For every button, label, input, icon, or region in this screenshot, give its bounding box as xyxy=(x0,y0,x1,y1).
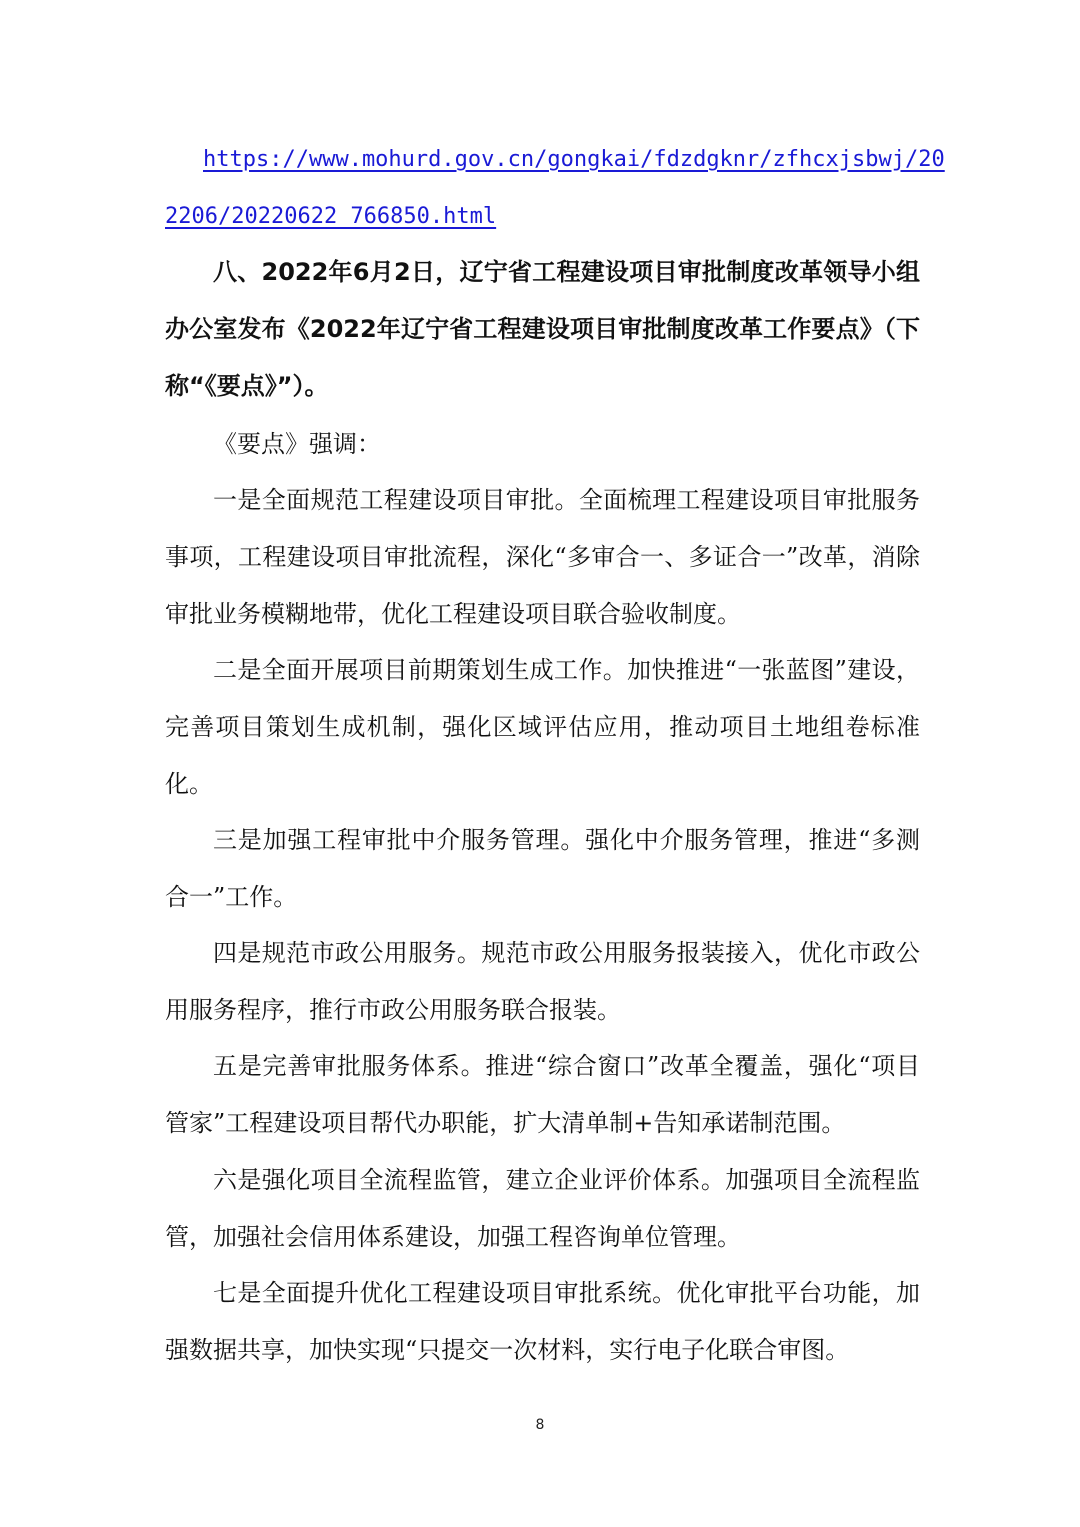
page-number: 8 xyxy=(535,1417,545,1433)
paragraph-item-2: 二是全面开展项目前期策划生成工作。加快推进“一张蓝图”建设，完善项目策划生成机制，强化区域评估应用，推动项目土地组卷标准化。 xyxy=(165,656,920,798)
reference-link-line-1[interactable]: https://www.mohurd.gov.cn/gongkai/fdzdgknr/zfhcxjsbwj/20 xyxy=(203,147,945,172)
paragraph-item-3: 三是加强工程审批中介服务管理。强化中介服务管理，推进“多测合一”工作。 xyxy=(165,826,920,911)
paragraph-item-5: 五是完善审批服务体系。推进“综合窗口”改革全覆盖，强化“项目管家”工程建设项目帮代办职能，扩大清单制+告知承诺制范围。 xyxy=(165,1052,920,1137)
reference-link-line-2[interactable]: 2206/20220622_766850.html xyxy=(165,204,497,229)
paragraph-item-6: 六是强化项目全流程监管，建立企业评价体系。加强项目全流程监管，加强社会信用体系建设，加强工程咨询单位管理。 xyxy=(165,1166,920,1251)
paragraph-item-1: 一是全面规范工程建设项目审批。全面梳理工程建设项目审批服务事项，工程建设项目审批流程，深化“多审合一、多证合一”改革，消除审批业务模糊地带，优化工程建设项目联合验收制度。 xyxy=(165,486,920,628)
section-heading: 八、2022年6月2日，辽宁省工程建设项目审批制度改革领导小组办公室发布《2022年辽宁省工程建设项目审批制度改革工作要点》（下称“《要点》”）。 xyxy=(165,258,920,400)
paragraph-intro: 《要点》强调： xyxy=(213,430,381,458)
paragraph-item-7: 七是全面提升优化工程建设项目审批系统。优化审批平台功能，加强数据共享，加快实现“只提交一次材料，实行电子化联合审图。 xyxy=(165,1279,920,1364)
paragraph-item-4: 四是规范市政公用服务。规范市政公用服务报装接入，优化市政公用服务程序，推行市政公用服务联合报装。 xyxy=(165,939,920,1024)
